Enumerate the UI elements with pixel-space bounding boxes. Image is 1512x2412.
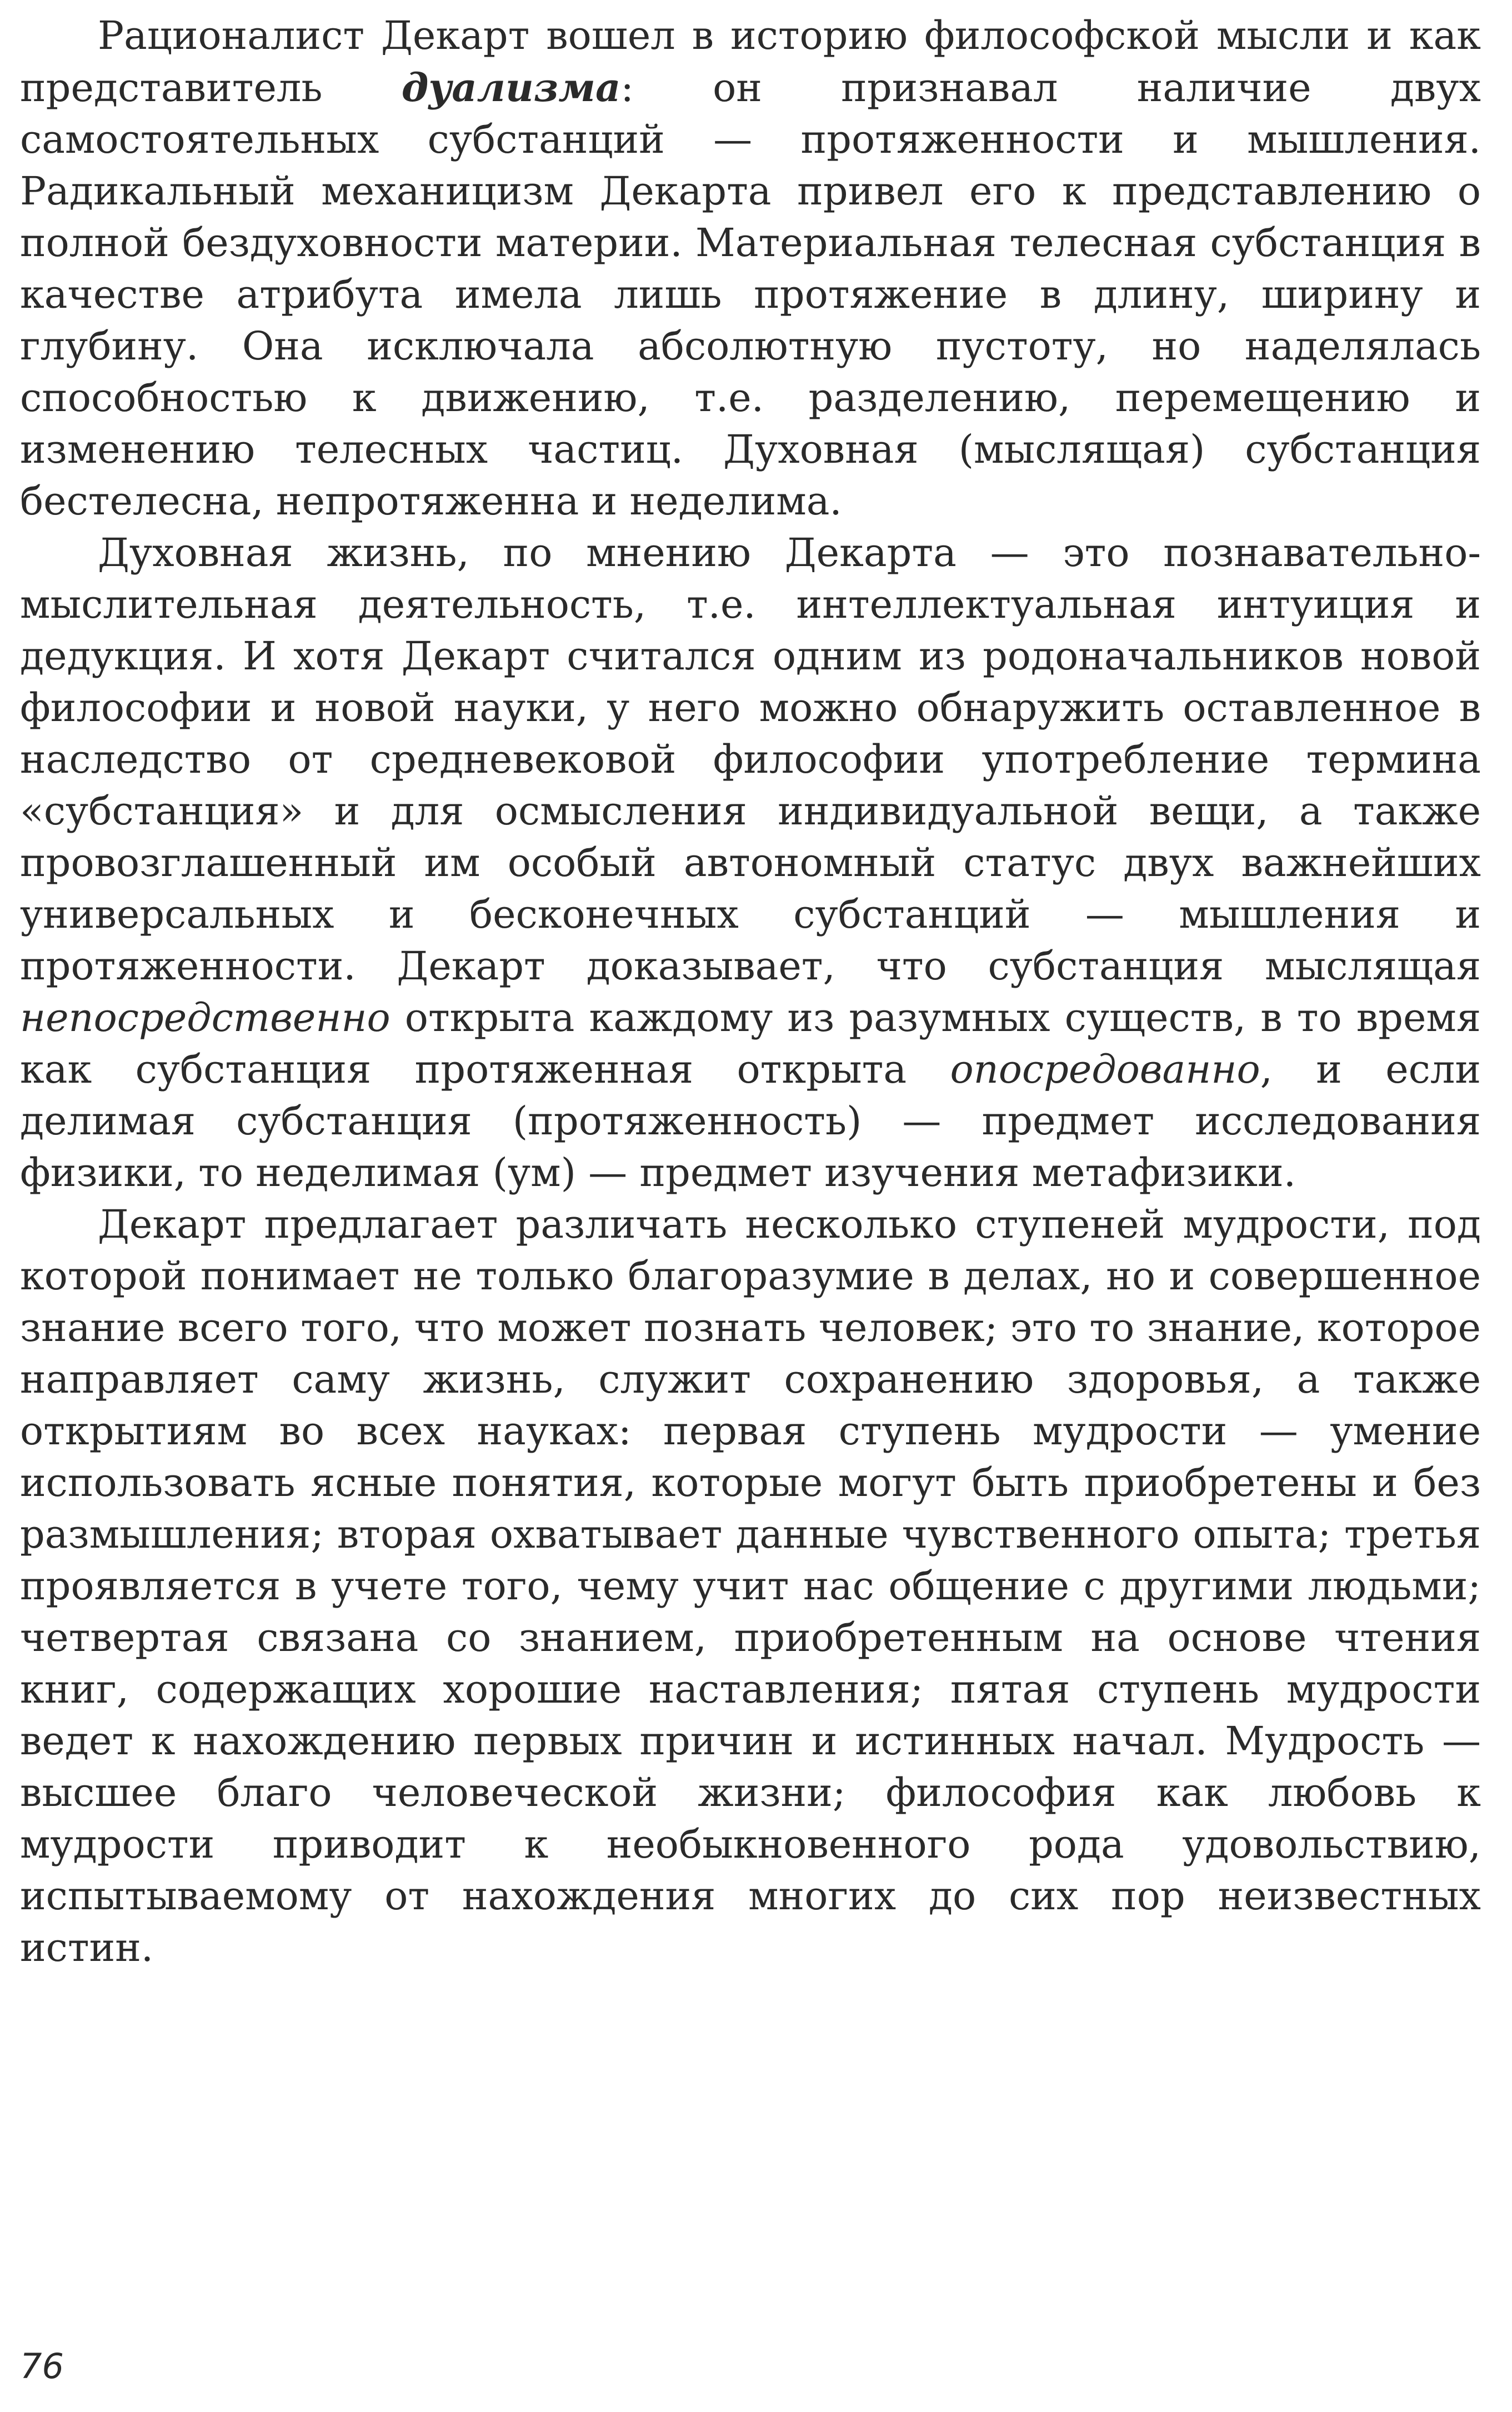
text-run: Рационалист Декарт вошел в историю философской мысли и как представитель [20,13,1481,111]
text-run: Духовная жизнь, по мнению Декарта — это познавательно-мыслительная деятельность, т.е. интеллектуальная интуиция и дедукция. И хотя Декарт считался одним из родоначальников новой философии и новой науки, у него можно обнаружить оставленное в наследство от средневековой философии употребление термина «субстанция» и для осмысления индивидуальной вещи, а также провозглашенный им особый автономный статус двух важнейших универсальных и бесконечных субстанций — мышления и протяженности. Декарт доказывает, что субстанция мыслящая [20,530,1481,989]
book-page [20,0,1481,2412]
emphasis-term: непосредственно [20,995,390,1040]
emphasis-term: дуализма [401,64,621,111]
text-run: , и если делимая субстанция (протяженность) — предмет исследования физики, то неделимая (ум) — предмет изучения метафизики. [20,1047,1481,1195]
emphasis-term: опосредованно [950,1047,1260,1092]
paragraph-1 [20,10,1481,527]
body-text [20,10,1481,1974]
paragraph-3 [20,1199,1481,1974]
paragraph-2 [20,527,1481,1199]
page-number: 76 [20,2346,64,2386]
text-run: : он признавал наличие двух самостоятельных субстанций — протяженности и мышления. Радикальный механицизм Декарта привел его к представлению о полной бездуховности материи. Материальная телесная субстанция в качестве атрибута имела лишь протяжение в длину, ширину и глубину. Она исключала абсолютную пустоту, но наделялась способностью к движению, т.е. разделению, перемещению и изменению телесных частиц. Духовная (мыслящая) субстанция бестелесна, непротяженна и неделима. [20,65,1481,524]
text-run: открыта каждому из разумных существ, в то время как субстанция протяженная открыта [20,995,1481,1092]
text-run: Декарт предлагает различать несколько ступеней мудрости, под которой понимает не только благоразумие в делах, но и совершенное знание всего того, что может познать человек; это то знание, которое направляет саму жизнь, служит сохранению здоровья, а также открытиям во всех науках: первая ступень мудрости — умение использовать ясные понятия, которые могут быть приобретены и без размышления; вторая охватывает данные чувственного опыта; третья проявляется в учете того, чему учит нас общение с другими людьми; четвертая связана со знанием, приобретенным на основе чтения книг, содержащих хорошие наставления; пятая ступень мудрости ведет к нахождению первых причин и истинных начал. Мудрость — высшее благо человеческой жизни; философия как любовь к мудрости приводит к необыкновенного рода удовольствию, испытываемому от нахождения многих до сих пор неизвестных истин. [20,1202,1481,1970]
